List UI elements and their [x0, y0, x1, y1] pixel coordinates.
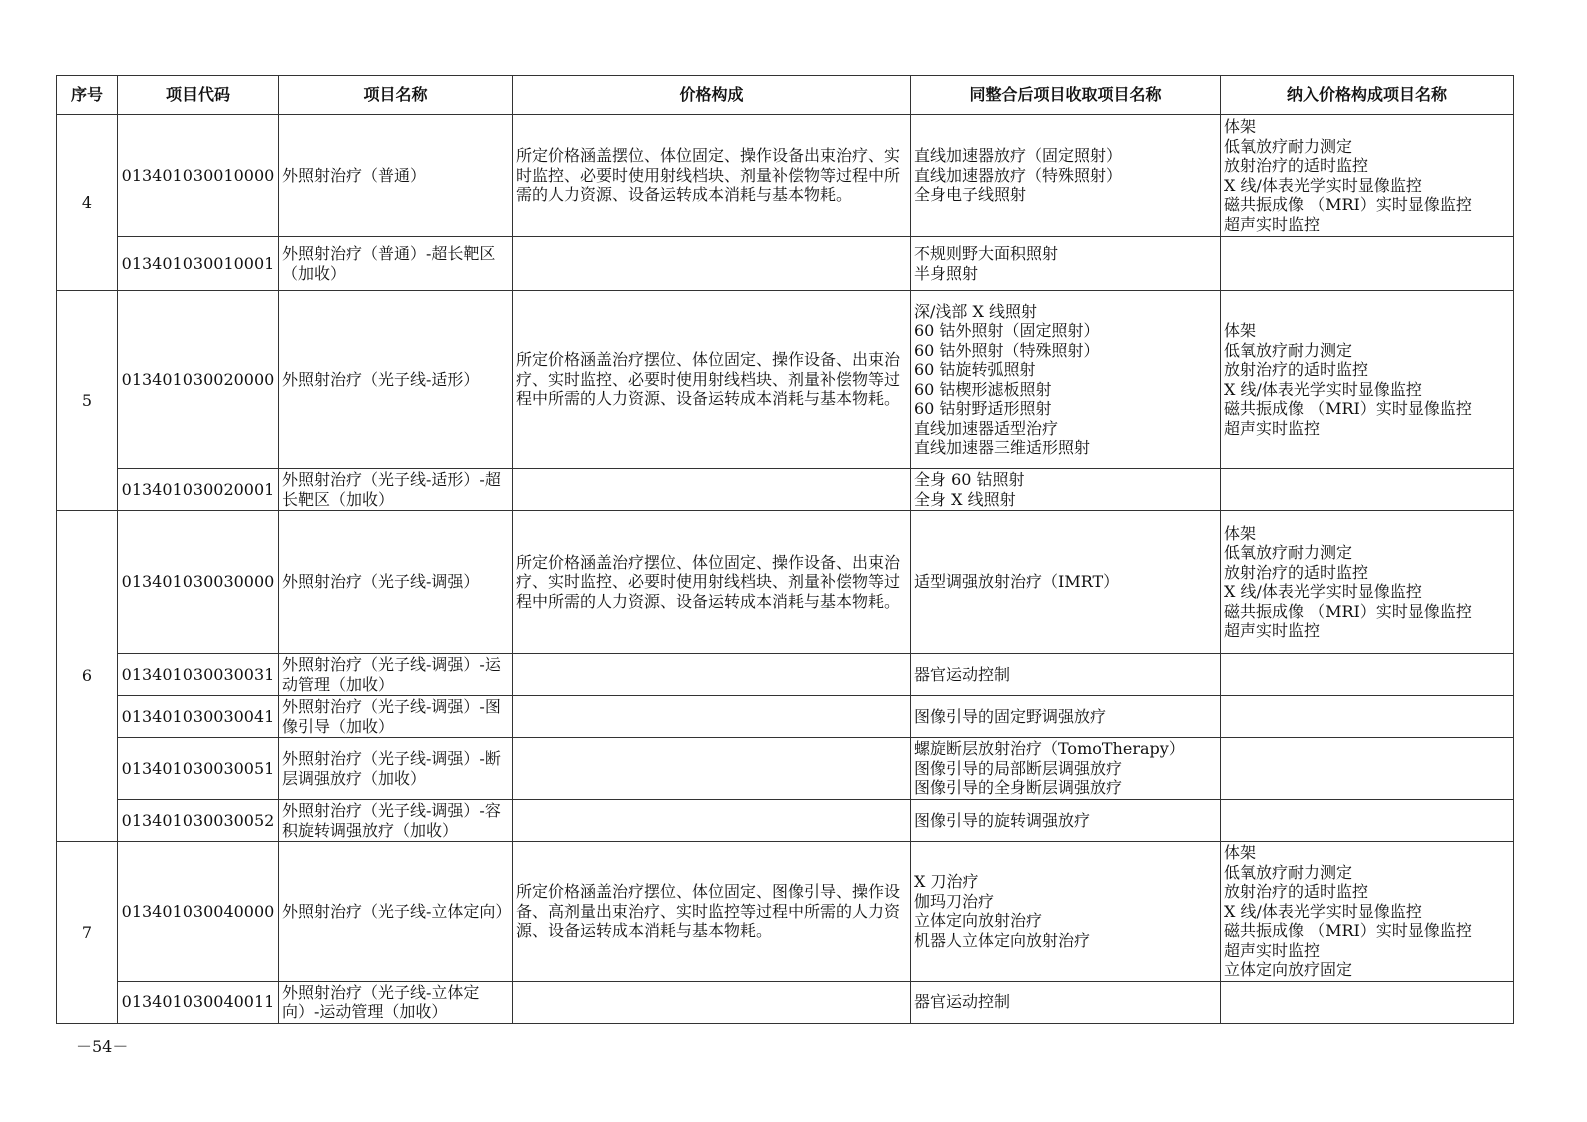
table-row	[57, 696, 1514, 738]
row-code: 013401030030051	[118, 738, 279, 800]
row-name: 外照射治疗（普通）	[279, 115, 513, 237]
row-price	[513, 800, 911, 842]
header-included: 纳入价格构成项目名称	[1221, 76, 1514, 115]
row-code: 013401030030052	[118, 800, 279, 842]
row-included	[1221, 800, 1514, 842]
row-merged: 不规则野大面积照射 半身照射	[911, 237, 1221, 291]
row-name: 外照射治疗（光子线-调强）-断层调强放疗（加收）	[279, 738, 513, 800]
row-merged: 图像引导的固定野调强放疗	[911, 696, 1221, 738]
row-merged: 图像引导的旋转调强放疗	[911, 800, 1221, 842]
header-seq: 序号	[57, 76, 118, 115]
row-price: 所定价格涵盖治疗摆位、体位固定、图像引导、操作设备、高剂量出束治疗、实时监控等过程中所需的人力资源、设备运转成本消耗与基本物耗。	[513, 842, 911, 982]
row-seq: 6	[57, 511, 118, 842]
row-price	[513, 696, 911, 738]
row-code: 013401030010001	[118, 237, 279, 291]
row-included: 体架 低氧放疗耐力测定 放射治疗的适时监控 X 线/体表光学实时显像监控 磁共振成像 （MRI）实时显像监控 超声实时监控	[1221, 291, 1514, 469]
table-row	[57, 115, 1514, 237]
row-included: 体架 低氧放疗耐力测定 放射治疗的适时监控 X 线/体表光学实时显像监控 磁共振成像 （MRI）实时显像监控 超声实时监控	[1221, 511, 1514, 654]
header-code: 项目代码	[118, 76, 279, 115]
row-seq: 5	[57, 291, 118, 511]
row-merged: 适型调强放射治疗（IMRT）	[911, 511, 1221, 654]
row-name: 外照射治疗（光子线-调强）-图像引导（加收）	[279, 696, 513, 738]
row-price: 所定价格涵盖治疗摆位、体位固定、操作设备、出束治疗、实时监控、必要时使用射线档块、剂量补偿物等过程中所需的人力资源、设备运转成本消耗与基本物耗。	[513, 291, 911, 469]
row-name: 外照射治疗（光子线-调强）-容积旋转调强放疗（加收）	[279, 800, 513, 842]
row-price	[513, 654, 911, 696]
row-code: 013401030040000	[118, 842, 279, 982]
row-price: 所定价格涵盖摆位、体位固定、操作设备出束治疗、实时监控、必要时使用射线档块、剂量补偿物等过程中所需的人力资源、设备运转成本消耗与基本物耗。	[513, 115, 911, 237]
table-row	[57, 800, 1514, 842]
table-row	[57, 738, 1514, 800]
row-code: 013401030020001	[118, 469, 279, 511]
page-number: －54－	[76, 1037, 129, 1056]
row-merged: 全身 60 钴照射 全身 X 线照射	[911, 469, 1221, 511]
table-row	[57, 654, 1514, 696]
row-merged: 器官运动控制	[911, 654, 1221, 696]
row-included	[1221, 237, 1514, 291]
row-code: 013401030030041	[118, 696, 279, 738]
row-code: 013401030010000	[118, 115, 279, 237]
row-included: 体架 低氧放疗耐力测定 放射治疗的适时监控 X 线/体表光学实时显像监控 磁共振成像 （MRI）实时显像监控 超声实时监控	[1221, 115, 1514, 237]
table-row	[57, 237, 1514, 291]
table-row	[57, 842, 1514, 982]
row-merged: 器官运动控制	[911, 981, 1221, 1023]
row-included	[1221, 654, 1514, 696]
row-name: 外照射治疗（光子线-适形）	[279, 291, 513, 469]
row-seq: 7	[57, 842, 118, 1024]
row-code: 013401030020000	[118, 291, 279, 469]
price-table	[56, 75, 1514, 1024]
table-header-row	[57, 76, 1514, 115]
row-name: 外照射治疗（光子线-立体定向）-运动管理（加收）	[279, 981, 513, 1023]
row-price	[513, 237, 911, 291]
row-seq: 4	[57, 115, 118, 291]
row-included	[1221, 469, 1514, 511]
row-price	[513, 469, 911, 511]
row-code: 013401030040011	[118, 981, 279, 1023]
row-code: 013401030030031	[118, 654, 279, 696]
row-included: 体架 低氧放疗耐力测定 放射治疗的适时监控 X 线/体表光学实时显像监控 磁共振成像 （MRI）实时显像监控 超声实时监控 立体定向放疗固定	[1221, 842, 1514, 982]
header-price: 价格构成	[513, 76, 911, 115]
row-name: 外照射治疗（光子线-调强）	[279, 511, 513, 654]
row-price: 所定价格涵盖治疗摆位、体位固定、操作设备、出束治疗、实时监控、必要时使用射线档块、剂量补偿物等过程中所需的人力资源、设备运转成本消耗与基本物耗。	[513, 511, 911, 654]
header-merged: 同整合后项目收取项目名称	[911, 76, 1221, 115]
row-code: 013401030030000	[118, 511, 279, 654]
row-merged: 深/浅部 X 线照射 60 钴外照射（固定照射） 60 钴外照射（特殊照射） 60 钴旋转弧照射 60 钴楔形滤板照射 60 钴射野适形照射 直线加速器适型治疗 直线加速器三维适形照射	[911, 291, 1221, 469]
header-name: 项目名称	[279, 76, 513, 115]
row-price	[513, 738, 911, 800]
row-included	[1221, 738, 1514, 800]
table-row	[57, 981, 1514, 1023]
table-row	[57, 291, 1514, 469]
row-merged: 直线加速器放疗（固定照射） 直线加速器放疗（特殊照射） 全身电子线照射	[911, 115, 1221, 237]
table-row	[57, 511, 1514, 654]
row-included	[1221, 981, 1514, 1023]
row-merged: X 刀治疗 伽玛刀治疗 立体定向放射治疗 机器人立体定向放射治疗	[911, 842, 1221, 982]
row-name: 外照射治疗（光子线-立体定向）	[279, 842, 513, 982]
row-name: 外照射治疗（光子线-适形）-超长靶区（加收）	[279, 469, 513, 511]
table-row	[57, 469, 1514, 511]
row-name: 外照射治疗（光子线-调强）-运动管理（加收）	[279, 654, 513, 696]
row-merged: 螺旋断层放射治疗（TomoTherapy） 图像引导的局部断层调强放疗 图像引导的全身断层调强放疗	[911, 738, 1221, 800]
row-included	[1221, 696, 1514, 738]
row-price	[513, 981, 911, 1023]
row-name: 外照射治疗（普通）-超长靶区（加收）	[279, 237, 513, 291]
